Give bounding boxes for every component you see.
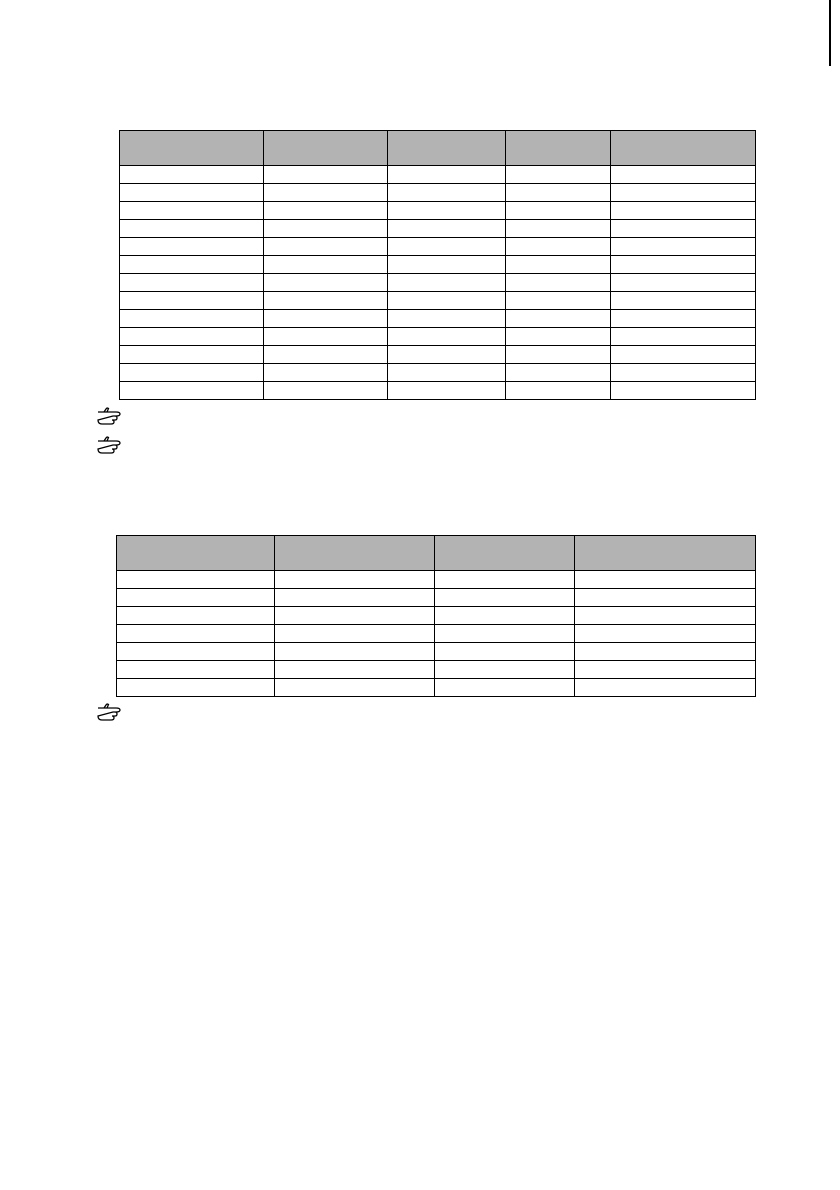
table-cell (120, 238, 264, 256)
table-cell (120, 256, 264, 274)
table-cell (506, 166, 611, 184)
table-cell (275, 643, 435, 661)
table-cell (120, 202, 264, 220)
table-row (117, 625, 756, 643)
table-row (117, 643, 756, 661)
table-header-row (120, 131, 756, 166)
table-cell (275, 589, 435, 607)
table-cell (388, 202, 506, 220)
table-row (120, 292, 756, 310)
table-cell (575, 643, 756, 661)
table-cell (264, 166, 388, 184)
table-cell (506, 238, 611, 256)
specification-table-2 (116, 535, 756, 697)
table-cell (388, 220, 506, 238)
table-cell (506, 346, 611, 364)
table-cell (264, 274, 388, 292)
table-cell (120, 184, 264, 202)
table-cell (506, 364, 611, 382)
table-cell (435, 571, 575, 589)
column-header (275, 536, 435, 571)
table-cell (388, 184, 506, 202)
table-cell (264, 382, 388, 400)
table-cell (275, 679, 435, 697)
table-cell (611, 166, 756, 184)
table-cell (388, 328, 506, 346)
table-cell (264, 292, 388, 310)
table-row (120, 202, 756, 220)
table-cell (506, 328, 611, 346)
table-cell (120, 274, 264, 292)
table-cell (506, 382, 611, 400)
table-cell (611, 382, 756, 400)
table-row (120, 364, 756, 382)
table-cell (264, 328, 388, 346)
table-cell (120, 328, 264, 346)
table-cell (117, 625, 275, 643)
table-cell (506, 256, 611, 274)
table-cell (120, 364, 264, 382)
note-1 (96, 405, 756, 425)
table-cell (120, 346, 264, 364)
table-cell (264, 346, 388, 364)
table-cell (264, 220, 388, 238)
table-cell (117, 679, 275, 697)
table-header-row (117, 536, 756, 571)
table-cell (611, 274, 756, 292)
table-row (120, 220, 756, 238)
table-row (120, 310, 756, 328)
table-cell (388, 166, 506, 184)
table-cell (117, 589, 275, 607)
table-cell (506, 220, 611, 238)
table-cell (264, 256, 388, 274)
table-cell (117, 607, 275, 625)
table-row (120, 274, 756, 292)
table-cell (435, 643, 575, 661)
table-cell (575, 625, 756, 643)
table-cell (388, 346, 506, 364)
table-cell (275, 607, 435, 625)
table-cell (388, 238, 506, 256)
table-cell (435, 625, 575, 643)
table-cell (388, 310, 506, 328)
table-cell (611, 238, 756, 256)
table-cell (120, 310, 264, 328)
pointing-hand-icon (96, 434, 130, 454)
table-cell (117, 661, 275, 679)
table-cell (264, 184, 388, 202)
column-header (120, 131, 264, 166)
table-cell (435, 679, 575, 697)
table-cell (575, 589, 756, 607)
pointing-hand-icon (96, 701, 130, 721)
table-cell (388, 364, 506, 382)
table-cell (611, 292, 756, 310)
table-cell (275, 571, 435, 589)
table-cell (388, 292, 506, 310)
column-header (388, 131, 506, 166)
table-cell (264, 310, 388, 328)
table-cell (388, 382, 506, 400)
table-cell (435, 607, 575, 625)
table-row (117, 589, 756, 607)
table-cell (575, 661, 756, 679)
page-edge-marker (829, 0, 831, 66)
table-cell (506, 274, 611, 292)
table-cell (120, 382, 264, 400)
table-cell (611, 220, 756, 238)
specification-table-1 (119, 130, 756, 400)
table-row (120, 166, 756, 184)
column-header (264, 131, 388, 166)
column-header (575, 536, 756, 571)
table-cell (506, 184, 611, 202)
table-cell (275, 625, 435, 643)
column-header (611, 131, 756, 166)
table-cell (388, 256, 506, 274)
table-cell (611, 346, 756, 364)
table-cell (120, 220, 264, 238)
table-row (120, 328, 756, 346)
table-cell (506, 310, 611, 328)
table-cell (575, 679, 756, 697)
table-cell (506, 202, 611, 220)
table-cell (117, 571, 275, 589)
note-2 (96, 434, 756, 454)
table-row (117, 661, 756, 679)
table-cell (264, 364, 388, 382)
table-row (117, 571, 756, 589)
table-cell (611, 328, 756, 346)
table-cell (275, 661, 435, 679)
table-cell (435, 661, 575, 679)
table-row (120, 256, 756, 274)
table-row (120, 346, 756, 364)
table-cell (264, 238, 388, 256)
table-cell (611, 184, 756, 202)
table-cell (264, 202, 388, 220)
table-cell (611, 256, 756, 274)
table-cell (388, 274, 506, 292)
note-3 (96, 701, 756, 721)
column-header (117, 536, 275, 571)
table-cell (120, 166, 264, 184)
table-cell (117, 643, 275, 661)
table-row (120, 382, 756, 400)
table-row (120, 238, 756, 256)
table-cell (575, 571, 756, 589)
table-cell (611, 364, 756, 382)
table-row (120, 184, 756, 202)
table-cell (575, 607, 756, 625)
table-row (117, 679, 756, 697)
column-header (506, 131, 611, 166)
table-cell (611, 310, 756, 328)
pointing-hand-icon (96, 405, 130, 425)
table-cell (120, 292, 264, 310)
table-cell (435, 589, 575, 607)
column-header (435, 536, 575, 571)
table-cell (506, 292, 611, 310)
table-row (117, 607, 756, 625)
table-cell (611, 202, 756, 220)
